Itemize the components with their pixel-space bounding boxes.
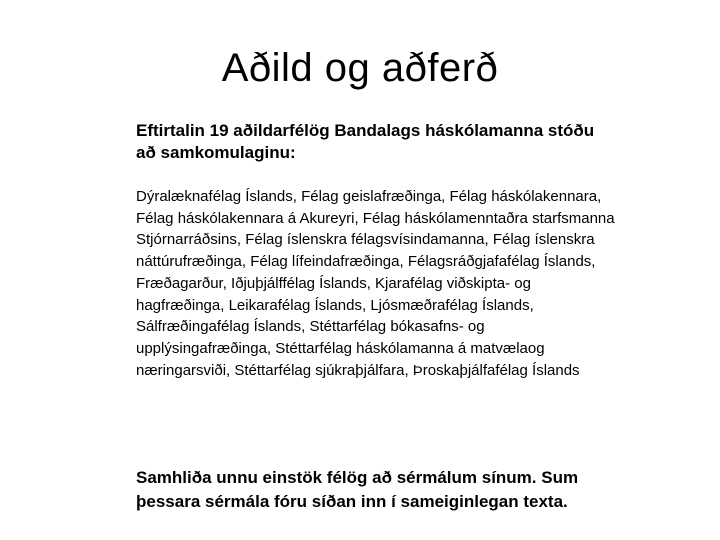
member-list-paragraph: Dýralæknafélag Íslands, Félag geislafræðinga, Félag háskólakennara, Félag háskólakennara á Akureyri, Félag háskólamenntaðra starfsmanna Stjórnarráðsins, Félag íslenskra félagsvísindamanna, Félag íslenskra náttúrufræðinga, Félag lífeindafræðinga, Félagsráðgjafafélag Íslands, Fræðagarður, Iðjuþjálffélag Íslands, Kjarafélag viðskipta- og hagfræðinga, Leikarafélag Íslands, Ljósmæðrafélag Íslands, Sálfræðingafélag Íslands, Stéttarfélag bókasafns- og upplýsingafræðinga, Stéttarfélag háskólamanna á matvælaog næringarsviði, Stéttarfélag sjúkraþjálfara, Þroskaþjálfafélag Íslands xyxy=(136,188,615,379)
outro-paragraph: Samhliða unnu einstök félög að sérmálum sínum. Sum þessara sérmála fóru síðan inn í sameiginlegan texta. xyxy=(136,468,579,511)
slide-title: Aðild og aðferð xyxy=(221,46,499,90)
intro-paragraph: Eftirtalin 19 aðildarfélög Bandalags háskólamanna stóðu að samkomulaginu: xyxy=(136,121,595,162)
